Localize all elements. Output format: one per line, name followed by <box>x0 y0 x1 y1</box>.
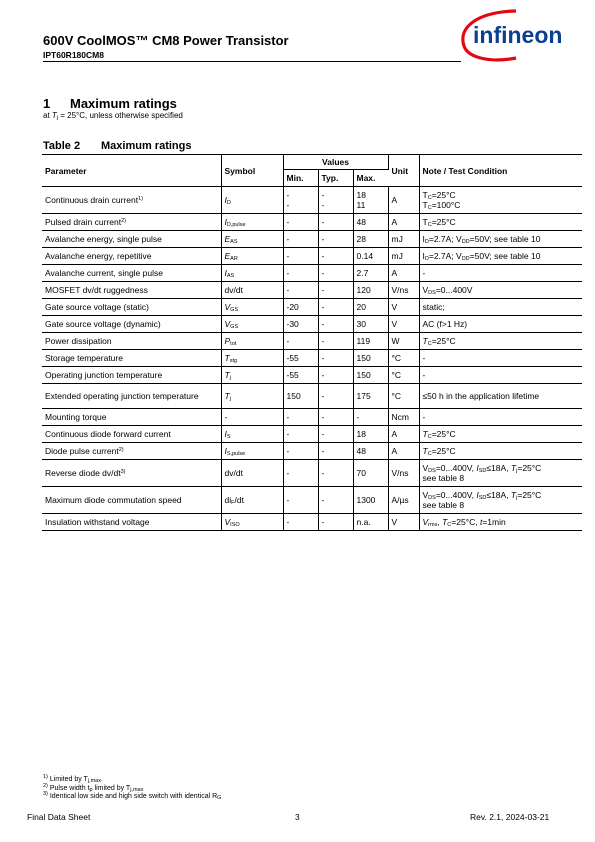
cell-symbol: $E_{AS}$ <box>221 231 283 248</box>
cell-typ: - <box>318 265 353 282</box>
cell-parameter: Continuous diode forward current <box>42 426 221 443</box>
cell-note: $T_C=25^\circ C$ $T_C=100^\circ C$ <box>419 187 582 214</box>
cell-unit: A <box>388 426 419 443</box>
cell-min: - <box>283 426 318 443</box>
cell-unit: A/µs <box>388 487 419 514</box>
cell-unit: A <box>388 265 419 282</box>
cell-note: $V_{DS}=0...400V$, $I_{SD}\le 18A$, $T_j=25^\circ C$ see table 8 <box>419 487 582 514</box>
cell-unit: °C <box>388 384 419 409</box>
cell-parameter: Pulsed drain current$^{2)}$ <box>42 214 221 231</box>
cell-typ: - <box>318 443 353 460</box>
section-condition: at $T_j = 25^\circ C$, unless otherwise specified <box>43 111 183 121</box>
cell-max: 120 <box>353 282 388 299</box>
cell-symbol: $P_{tot}$ <box>221 333 283 350</box>
cell-typ: - <box>318 316 353 333</box>
cell-min: - <box>283 487 318 514</box>
cell-parameter: Gate source voltage (static) <box>42 299 221 316</box>
cell-max: 70 <box>353 460 388 487</box>
header-max: Max. <box>353 170 388 187</box>
cell-note: $I_D=2.7A$; $V_{DD}=50V$; see table 10 <box>419 231 582 248</box>
footer-revision: Rev. 2.1, 2024-03-21 <box>470 812 550 822</box>
cell-min: - <box>283 443 318 460</box>
table-caption <box>43 140 191 152</box>
cell-max: 0.14 <box>353 248 388 265</box>
cell-symbol: $T_j$ <box>221 367 283 384</box>
section-heading <box>43 96 177 111</box>
header-typ: Typ. <box>318 170 353 187</box>
cell-parameter: Storage temperature <box>42 350 221 367</box>
cell-note: $V_{rms}$, $T_C=25^\circ C$, t=1min <box>419 514 582 531</box>
cell-min: -30 <box>283 316 318 333</box>
header-min: Min. <box>283 170 318 187</box>
cell-symbol: $I_S$ <box>221 426 283 443</box>
cell-note: $I_D=2.7A$; $V_{DD}=50V$; see table 10 <box>419 248 582 265</box>
cell-parameter: Avalanche current, single pulse <box>42 265 221 282</box>
table-row <box>42 299 582 316</box>
cell-parameter: Continuous drain current$^{1)}$ <box>42 187 221 214</box>
cell-min: 150 <box>283 384 318 409</box>
cell-typ: - <box>318 514 353 531</box>
table-row <box>42 333 582 350</box>
cell-unit: W <box>388 333 419 350</box>
cell-max: - <box>353 409 388 426</box>
table-row <box>42 350 582 367</box>
cell-parameter: Insulation withstand voltage <box>42 514 221 531</box>
cell-typ: - <box>318 384 353 409</box>
cell-unit: V/ns <box>388 460 419 487</box>
table-row <box>42 187 582 214</box>
cell-min: -55 <box>283 367 318 384</box>
cell-max: 1300 <box>353 487 388 514</box>
table-row <box>42 409 582 426</box>
cell-min: -20 <box>283 299 318 316</box>
cell-symbol: $I_D$ <box>221 187 283 214</box>
header-symbol: Symbol <box>221 155 283 187</box>
cell-unit: °C <box>388 350 419 367</box>
cell-symbol: dv/dt <box>221 460 283 487</box>
cell-min: -55 <box>283 350 318 367</box>
footer-doc-type: Final Data Sheet <box>27 812 91 822</box>
cell-max: 150 <box>353 367 388 384</box>
footnote-1: $^{1)}$ Limited by $T_{j,max}$. <box>43 774 103 784</box>
header-divider <box>43 61 461 62</box>
header-unit: Unit <box>388 155 419 187</box>
cell-parameter: Operating junction temperature <box>42 367 221 384</box>
cell-symbol: dv/dt <box>221 282 283 299</box>
cell-max: 28 <box>353 231 388 248</box>
header-note: Note / Test Condition <box>419 155 582 187</box>
cell-min: - <box>283 333 318 350</box>
table-row <box>42 265 582 282</box>
cell-max: 30 <box>353 316 388 333</box>
cell-note: $T_C=25^\circ C$ <box>419 214 582 231</box>
footer-page-number: 3 <box>295 812 300 822</box>
cell-max: 119 <box>353 333 388 350</box>
cell-typ: - <box>318 460 353 487</box>
cell-symbol: $T_j$ <box>221 384 283 409</box>
cell-unit: °C <box>388 367 419 384</box>
footnote-2: $^{2)}$ Pulse width $t_p$ limited by $T_{j,max}$ <box>43 782 144 793</box>
table-row <box>42 367 582 384</box>
cell-unit: mJ <box>388 248 419 265</box>
document-title: 600V CoolMOS™ CM8 Power Transistor <box>43 33 289 48</box>
header-parameter: Parameter <box>42 155 221 187</box>
cell-symbol: $V_{GS}$ <box>221 299 283 316</box>
cell-note: $T_C=25^\circ C$ <box>419 333 582 350</box>
cell-typ: - <box>318 350 353 367</box>
table-row <box>42 443 582 460</box>
cell-max: 48 <box>353 214 388 231</box>
table-row <box>42 248 582 265</box>
table-row <box>42 282 582 299</box>
cell-note: - <box>419 350 582 367</box>
cell-parameter: Avalanche energy, single pulse <box>42 231 221 248</box>
cell-typ: - <box>318 367 353 384</box>
cell-typ: - <box>318 282 353 299</box>
cell-note: - <box>419 367 582 384</box>
cell-parameter: Power dissipation <box>42 333 221 350</box>
cell-min: - <box>283 214 318 231</box>
cell-symbol: $T_{stg}$ <box>221 350 283 367</box>
cell-note: AC (f>1 Hz) <box>419 316 582 333</box>
cell-symbol: $V_{ISO}$ <box>221 514 283 531</box>
table-row <box>42 514 582 531</box>
cell-parameter: Extended operating junction temperature <box>42 384 221 409</box>
footnotes <box>43 776 221 802</box>
cell-max: 18 <box>353 426 388 443</box>
cell-parameter: MOSFET dv/dt ruggedness <box>42 282 221 299</box>
cell-unit: mJ <box>388 231 419 248</box>
table-row <box>42 460 582 487</box>
cell-typ: - <box>318 214 353 231</box>
cell-parameter: Avalanche energy, repetitive <box>42 248 221 265</box>
cell-note: static; <box>419 299 582 316</box>
cell-unit: A <box>388 214 419 231</box>
cell-min: - <box>283 460 318 487</box>
table-row <box>42 487 582 514</box>
table-number: Table 2 <box>43 140 81 152</box>
cell-typ: - <box>318 426 353 443</box>
cell-unit: A <box>388 443 419 460</box>
cell-max: 18 11 <box>353 187 388 214</box>
cell-note: - <box>419 409 582 426</box>
cell-typ: - <box>318 299 353 316</box>
cell-note: $T_C=25^\circ C$ <box>419 426 582 443</box>
table-row <box>42 214 582 231</box>
cell-unit: V <box>388 316 419 333</box>
cell-min: - <box>283 514 318 531</box>
part-number: IPT60R180CM8 <box>43 50 104 60</box>
table-row <box>42 316 582 333</box>
table-row <box>42 384 582 409</box>
cell-symbol: $I_{S,pulse}$ <box>221 443 283 460</box>
cell-note: ≤50 h in the application lifetime <box>419 384 582 409</box>
table-body <box>42 187 582 531</box>
cell-note: $V_{DS}=0...400V$ <box>419 282 582 299</box>
cell-unit: A <box>388 187 419 214</box>
logo-wordmark: infineon <box>473 22 563 48</box>
cell-parameter: Maximum diode commutation speed <box>42 487 221 514</box>
cell-parameter: Gate source voltage (dynamic) <box>42 316 221 333</box>
cell-max: 2.7 <box>353 265 388 282</box>
cell-symbol: - <box>221 409 283 426</box>
cell-symbol: $I_{AS}$ <box>221 265 283 282</box>
cell-max: 20 <box>353 299 388 316</box>
cell-note: $T_C=25^\circ C$ <box>419 443 582 460</box>
cell-note: - <box>419 265 582 282</box>
cell-max: 48 <box>353 443 388 460</box>
cell-parameter: Reverse diode $dv/dt^{3)}$ <box>42 460 221 487</box>
cell-symbol: $I_{D,pulse}$ <box>221 214 283 231</box>
cell-unit: V <box>388 299 419 316</box>
cell-min: - <box>283 248 318 265</box>
cell-unit: V <box>388 514 419 531</box>
cell-max: 175 <box>353 384 388 409</box>
cell-typ: - <box>318 248 353 265</box>
cell-typ: - <box>318 333 353 350</box>
cell-unit: V/ns <box>388 282 419 299</box>
cell-min: - - <box>283 187 318 214</box>
cell-typ: - - <box>318 187 353 214</box>
cell-parameter: Diode pulse current$^{2)}$ <box>42 443 221 460</box>
cell-typ: - <box>318 409 353 426</box>
cell-typ: - <box>318 487 353 514</box>
section-title: Maximum ratings <box>70 96 177 111</box>
infineon-logo <box>456 8 580 63</box>
maximum-ratings-table <box>42 154 582 531</box>
table-row <box>42 231 582 248</box>
cell-unit: Ncm <box>388 409 419 426</box>
cell-typ: - <box>318 231 353 248</box>
table-title: Maximum ratings <box>101 140 192 152</box>
cell-max: n.a. <box>353 514 388 531</box>
section-number: 1 <box>43 96 51 111</box>
cell-min: - <box>283 282 318 299</box>
cell-min: - <box>283 265 318 282</box>
footnote-3: $^{3)}$ Identical low side and high side switch with identical $R_G$ <box>43 791 222 801</box>
cell-note: $V_{DS}=0...400V$, $I_{SD}\le 18A$, $T_j=25^\circ C$ see table 8 <box>419 460 582 487</box>
table-row <box>42 426 582 443</box>
cell-min: - <box>283 409 318 426</box>
cell-symbol: $di_F/dt$ <box>221 487 283 514</box>
header-values: Values <box>283 155 388 170</box>
cell-max: 150 <box>353 350 388 367</box>
cell-parameter: Mounting torque <box>42 409 221 426</box>
cell-symbol: $E_{AR}$ <box>221 248 283 265</box>
cell-min: - <box>283 231 318 248</box>
cell-symbol: $V_{GS}$ <box>221 316 283 333</box>
